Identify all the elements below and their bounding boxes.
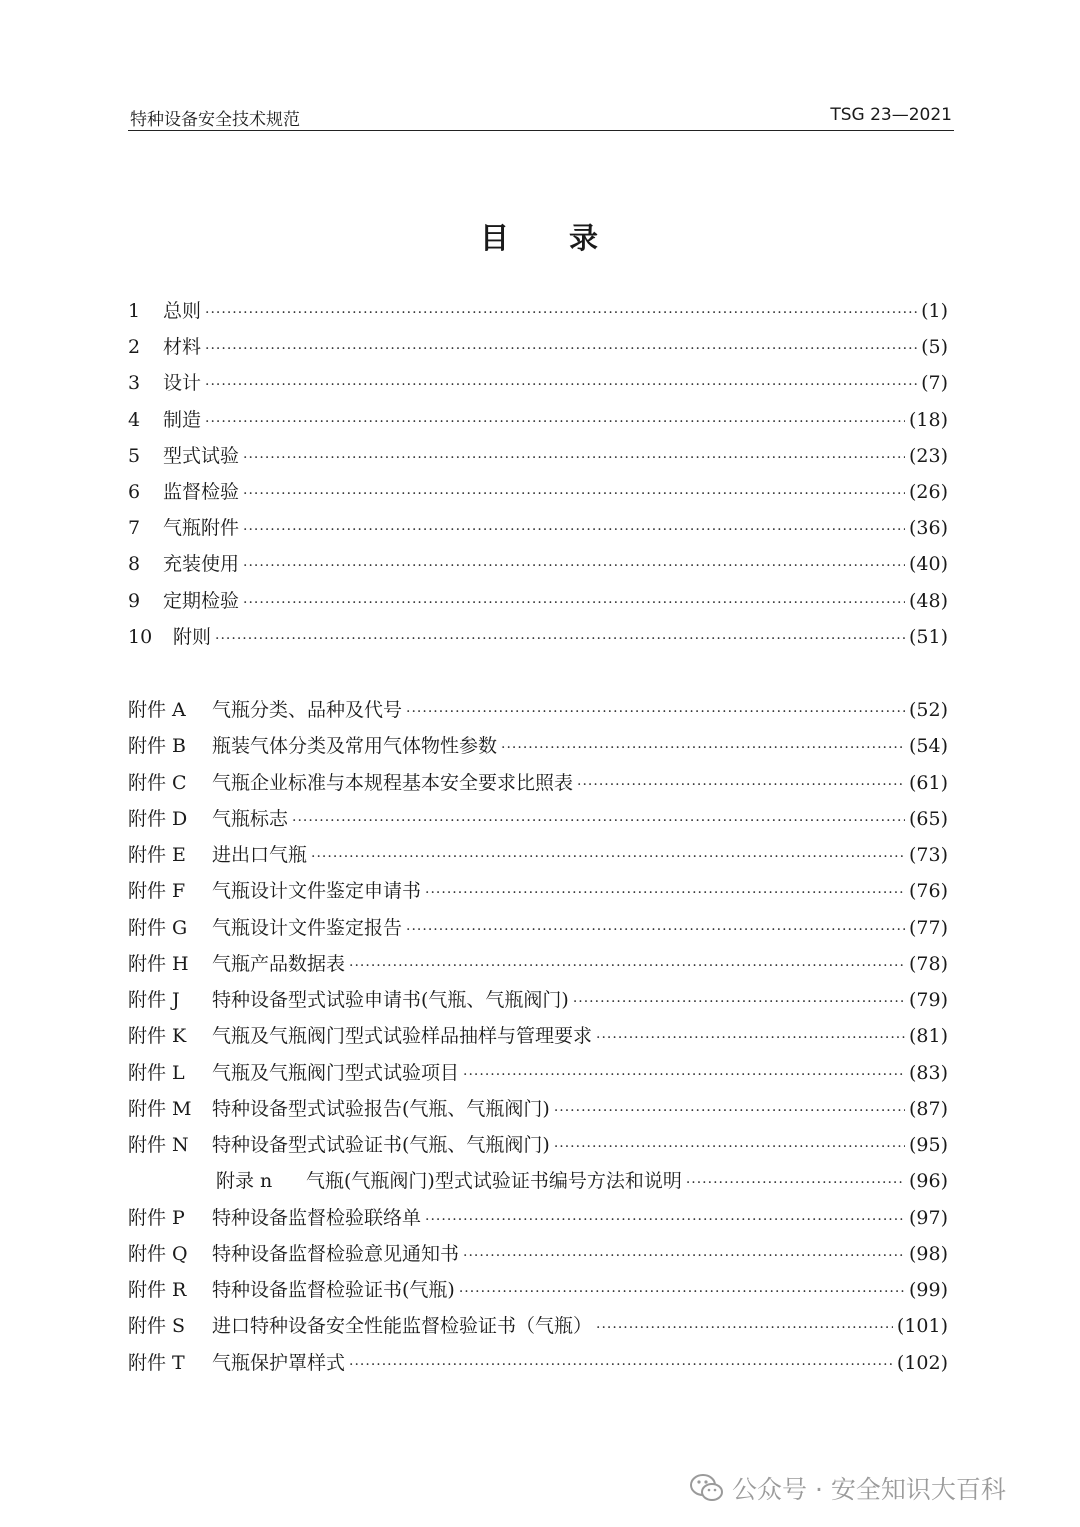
toc-leader-dots bbox=[425, 878, 905, 908]
toc-leader-dots bbox=[311, 842, 905, 872]
toc-entry bbox=[128, 1058, 948, 1088]
toc-entry-title: 气瓶保护罩样式 bbox=[212, 1351, 346, 1374]
toc-entry bbox=[128, 368, 948, 398]
toc-entry-page: (48) bbox=[908, 589, 948, 612]
toc-entry bbox=[128, 840, 948, 870]
toc-entry-number: 附件 E bbox=[128, 844, 186, 866]
toc-leader-dots bbox=[596, 1023, 905, 1053]
toc-leader-dots bbox=[686, 1168, 905, 1198]
toc-entry-number: 8 bbox=[128, 553, 141, 576]
toc-leader-dots bbox=[243, 588, 905, 618]
toc-leader-dots bbox=[577, 770, 905, 800]
toc-entry-title: 监督检验 bbox=[163, 481, 240, 503]
toc-entry-number: 6 bbox=[128, 481, 141, 503]
toc-leader-dots bbox=[463, 1241, 905, 1271]
toc-entry-number: 附件 H bbox=[128, 952, 189, 975]
toc-leader-dots bbox=[243, 551, 905, 581]
toc-entry-title: 总则 bbox=[163, 300, 202, 322]
toc-entry-page: (95) bbox=[908, 1134, 948, 1156]
toc-entry bbox=[128, 949, 948, 979]
toc-entry-title: 进口特种设备安全性能监督检验证书（气瓶） bbox=[212, 1315, 593, 1338]
toc-entry bbox=[128, 695, 948, 725]
toc-entry-title: 定期检验 bbox=[163, 589, 240, 612]
header-standard-code: TSG 23—2021 bbox=[830, 105, 952, 125]
toc-leader-dots bbox=[425, 1205, 905, 1235]
toc-entry-title: 气瓶标志 bbox=[212, 807, 289, 830]
toc-leader-dots bbox=[501, 733, 905, 763]
toc-entry bbox=[128, 1130, 948, 1160]
toc-entry-number: 附件 A bbox=[128, 699, 186, 721]
toc-entry-title: 特种设备型式试验报告(气瓶、气瓶阀门) bbox=[212, 1097, 550, 1120]
toc-entry-page: (79) bbox=[908, 989, 948, 1011]
toc-entry-page: (76) bbox=[908, 880, 948, 903]
toc-entry bbox=[128, 1203, 948, 1233]
toc-entry bbox=[128, 876, 948, 906]
toc-entry-page: (52) bbox=[908, 699, 948, 721]
toc-entry bbox=[128, 441, 948, 471]
toc-leader-dots bbox=[406, 697, 905, 727]
toc-leader-dots bbox=[349, 1350, 893, 1380]
toc-entry-page: (97) bbox=[908, 1206, 948, 1229]
toc-entry-number: 9 bbox=[128, 589, 141, 612]
wechat-icon bbox=[690, 1473, 724, 1503]
toc-entry-title: 气瓶企业标准与本规程基本安全要求比照表 bbox=[212, 771, 574, 794]
toc-entry-number: 3 bbox=[128, 372, 141, 395]
toc-entry bbox=[128, 1094, 948, 1124]
toc-leader-dots bbox=[205, 370, 917, 400]
toc-entry-title: 特种设备监督检验证书(气瓶) bbox=[212, 1279, 455, 1301]
toc-entry-number: 附件 P bbox=[128, 1206, 185, 1229]
toc-entry-page: (65) bbox=[908, 807, 948, 830]
toc-leader-dots bbox=[243, 515, 905, 545]
toc-entry-page: (77) bbox=[908, 916, 948, 939]
toc-entry-page: (26) bbox=[908, 481, 948, 503]
toc-leader-dots bbox=[596, 1313, 893, 1343]
toc-entry-title: 充装使用 bbox=[163, 553, 240, 576]
toc-entry-number: 附录 n bbox=[216, 1170, 273, 1193]
toc-entry-page: (1) bbox=[921, 300, 948, 322]
toc-entry bbox=[128, 405, 948, 435]
toc-entry-number: 10 bbox=[128, 625, 153, 648]
toc-entry bbox=[128, 477, 948, 507]
toc-entry-number: 附件 G bbox=[128, 916, 188, 939]
toc-leader-dots bbox=[554, 1096, 905, 1126]
toc-entry-number: 附件 J bbox=[128, 989, 180, 1011]
toc-entry bbox=[128, 296, 948, 326]
toc-entry bbox=[128, 1021, 948, 1051]
toc-leader-dots bbox=[205, 298, 917, 328]
toc-entry-page: (5) bbox=[921, 336, 948, 359]
toc-leader-dots bbox=[459, 1277, 905, 1307]
toc-leader-dots bbox=[573, 987, 905, 1017]
toc-entry-number: 附件 L bbox=[128, 1061, 185, 1084]
toc-entry-number: 附件 Q bbox=[128, 1242, 188, 1265]
toc-entry-number: 附件 C bbox=[128, 771, 187, 794]
toc-entry bbox=[128, 513, 948, 543]
toc-leader-dots bbox=[243, 443, 905, 473]
toc-entry-number: 附件 F bbox=[128, 880, 186, 903]
toc-entry bbox=[128, 332, 948, 362]
toc-leader-dots bbox=[463, 1060, 905, 1090]
toc-leader-dots bbox=[205, 407, 905, 437]
toc-entry-page: (98) bbox=[908, 1242, 948, 1265]
toc-entry bbox=[128, 731, 948, 761]
toc-entry-title: 气瓶及气瓶阀门型式试验项目 bbox=[212, 1061, 460, 1084]
toc-entry-title: 附则 bbox=[173, 625, 212, 648]
toc-entry-page: (36) bbox=[908, 517, 948, 540]
toc-entry-title: 型式试验 bbox=[163, 444, 240, 467]
toc-entry-title: 材料 bbox=[163, 336, 202, 359]
toc-entry-number: 附件 B bbox=[128, 735, 187, 758]
toc-entry-number: 附件 N bbox=[128, 1134, 189, 1156]
toc-entry-page: (78) bbox=[908, 952, 948, 975]
toc-entry-title: 特种设备型式试验申请书(气瓶、气瓶阀门) bbox=[212, 989, 569, 1011]
toc-entry bbox=[128, 804, 948, 834]
toc-entry-number: 1 bbox=[128, 300, 141, 322]
toc-leader-dots bbox=[349, 951, 905, 981]
toc-entry-title: 气瓶及气瓶阀门型式试验样品抽样与管理要求 bbox=[212, 1025, 593, 1048]
toc-leader-dots bbox=[243, 479, 905, 509]
toc-entry-title: 特种设备监督检验联络单 bbox=[212, 1206, 422, 1229]
toc-entry-number: 2 bbox=[128, 336, 141, 359]
toc-entry-number: 附件 M bbox=[128, 1097, 192, 1120]
toc-entry-number: 7 bbox=[128, 517, 141, 540]
footer-watermark bbox=[690, 1470, 1006, 1506]
toc-entry-number: 附件 T bbox=[128, 1351, 185, 1374]
toc-entry-number: 5 bbox=[128, 444, 141, 467]
toc-entry bbox=[128, 913, 948, 943]
toc-entry-page: (51) bbox=[908, 625, 948, 648]
toc-entry-title: 特种设备型式试验证书(气瓶、气瓶阀门) bbox=[212, 1134, 550, 1156]
toc-leader-dots bbox=[205, 334, 917, 364]
toc-entry-page: (101) bbox=[896, 1315, 948, 1338]
toc-entry-title: 气瓶设计文件鉴定申请书 bbox=[212, 880, 422, 903]
toc-entry-title: 制造 bbox=[163, 408, 202, 431]
toc-leader-dots bbox=[292, 806, 905, 836]
toc-entry-number: 附件 D bbox=[128, 807, 188, 830]
toc-entry-title: 气瓶设计文件鉴定报告 bbox=[212, 916, 403, 939]
toc-entry-page: (96) bbox=[908, 1170, 948, 1193]
toc-entry-page: (73) bbox=[908, 844, 948, 866]
toc-entry bbox=[128, 768, 948, 798]
title-char-2: 录 bbox=[569, 221, 601, 255]
toc-entry-number: 4 bbox=[128, 408, 141, 431]
title-char-1: 目 bbox=[479, 221, 511, 255]
toc-entry-page: (81) bbox=[908, 1025, 948, 1048]
page-title bbox=[0, 216, 1080, 257]
toc-subentry bbox=[216, 1166, 948, 1196]
toc-entry-page: (99) bbox=[908, 1279, 948, 1301]
toc-entry-title: 气瓶附件 bbox=[163, 517, 240, 540]
toc-entry-page: (87) bbox=[908, 1097, 948, 1120]
toc-entry bbox=[128, 1348, 948, 1378]
toc-entry-page: (23) bbox=[908, 444, 948, 467]
toc-entry-number: 附件 R bbox=[128, 1279, 187, 1301]
toc-entry-page: (102) bbox=[896, 1351, 948, 1374]
toc-entry bbox=[128, 1311, 948, 1341]
toc-entry-page: (7) bbox=[921, 372, 948, 395]
toc-entry-title: 进出口气瓶 bbox=[212, 844, 308, 866]
toc-entry-title: 气瓶分类、品种及代号 bbox=[212, 699, 403, 721]
toc-entry-page: (18) bbox=[908, 408, 948, 431]
toc-entry bbox=[128, 549, 948, 579]
toc-entry bbox=[128, 622, 948, 652]
toc-entry-page: (54) bbox=[908, 735, 948, 758]
toc-entry-page: (83) bbox=[908, 1061, 948, 1084]
toc-entry bbox=[128, 586, 948, 616]
toc-entry-title: 气瓶(气瓶阀门)型式试验证书编号方法和说明 bbox=[306, 1170, 682, 1193]
toc-entry-title: 特种设备监督检验意见通知书 bbox=[212, 1242, 460, 1265]
toc-entry bbox=[128, 1275, 948, 1305]
toc-leader-dots bbox=[215, 624, 905, 654]
toc-entry-number: 附件 S bbox=[128, 1315, 186, 1338]
header-standard-series: 特种设备安全技术规范 bbox=[130, 110, 300, 130]
toc-entry-page: (40) bbox=[908, 553, 948, 576]
toc-entry-title: 气瓶产品数据表 bbox=[212, 952, 346, 975]
toc-entry-title: 设计 bbox=[163, 372, 202, 395]
toc-entry bbox=[128, 1239, 948, 1269]
toc-leader-dots bbox=[406, 915, 905, 945]
toc-entry-title: 瓶装气体分类及常用气体物性参数 bbox=[212, 735, 498, 758]
footer-text: 公众号 · 安全知识大百科 bbox=[732, 1475, 1006, 1504]
page-header bbox=[128, 104, 954, 131]
toc-entry-number: 附件 K bbox=[128, 1025, 187, 1048]
toc-leader-dots bbox=[554, 1132, 905, 1162]
toc-entry-page: (61) bbox=[908, 771, 948, 794]
toc-entry bbox=[128, 985, 948, 1015]
